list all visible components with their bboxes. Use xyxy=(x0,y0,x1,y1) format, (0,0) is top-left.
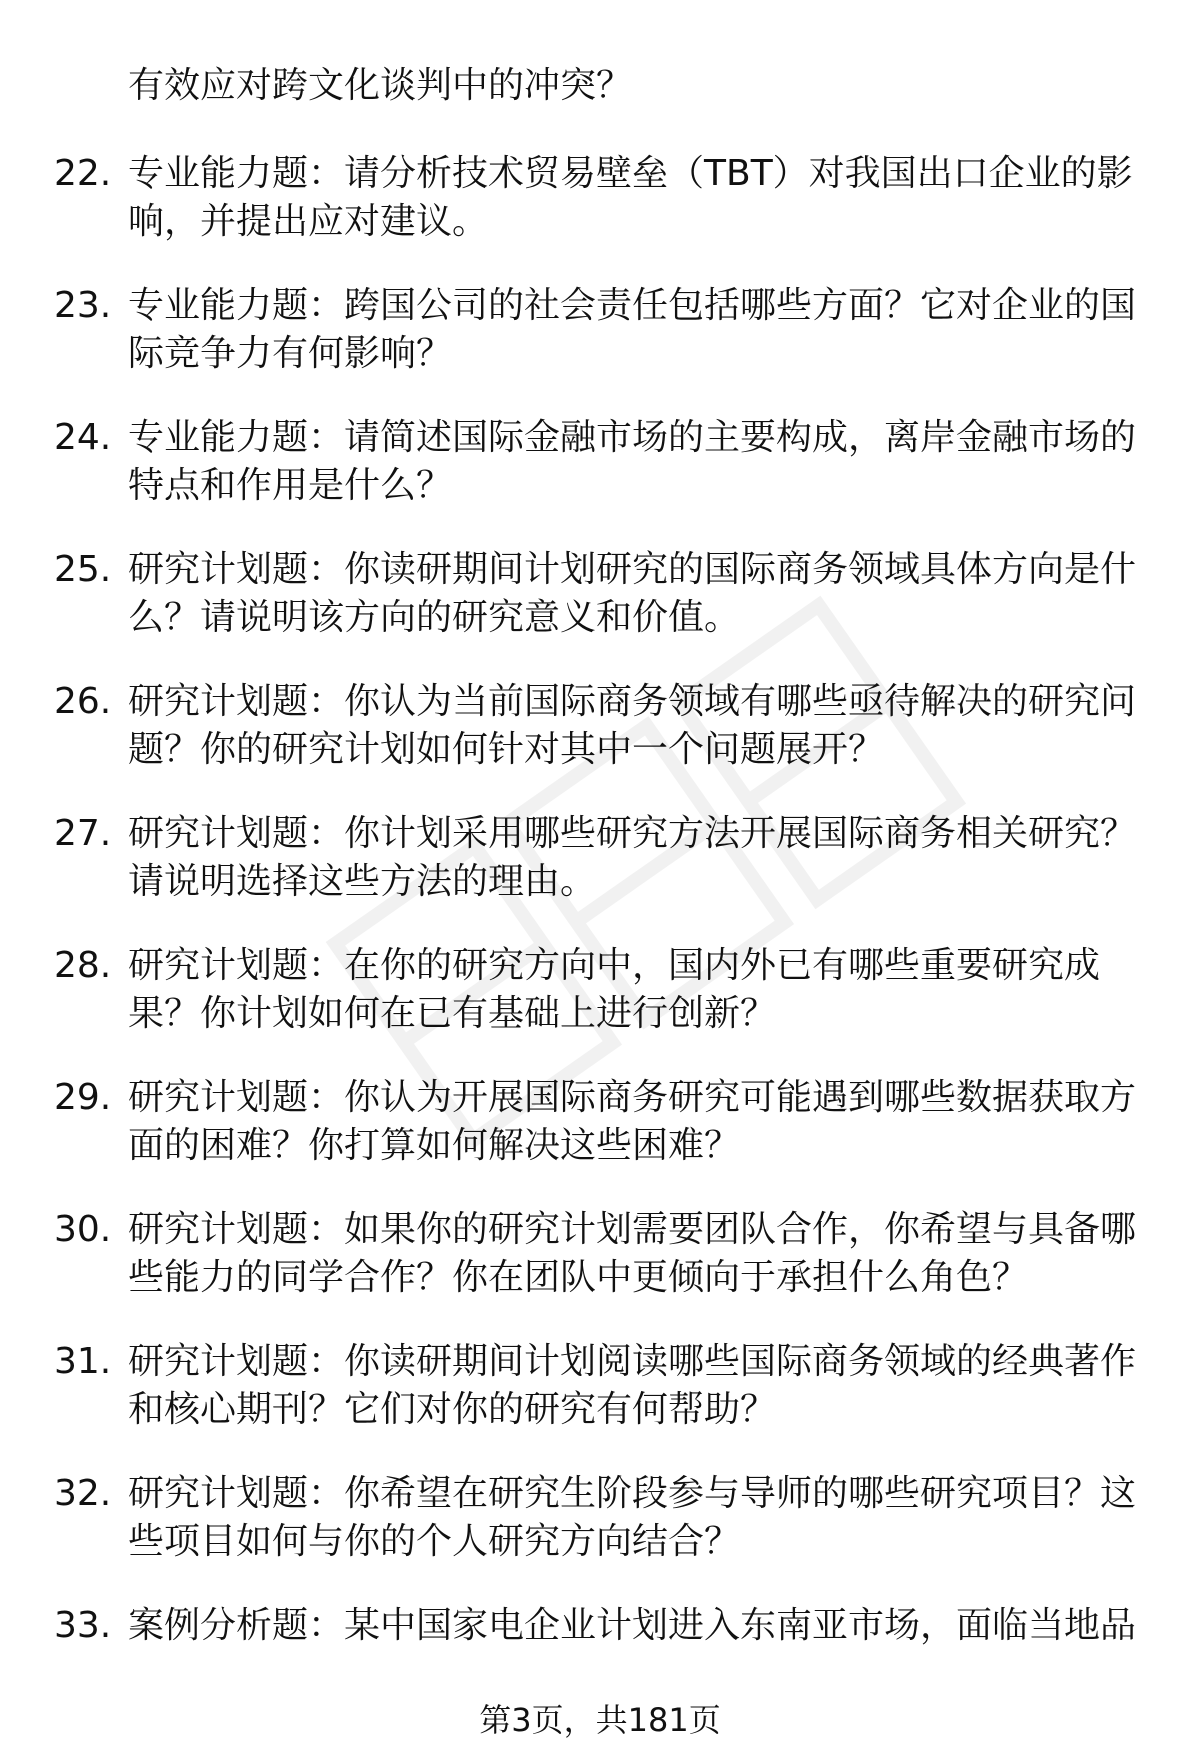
question-text: 研究计划题：你认为开展国际商务研究可能遇到哪些数据获取方面的困难？你打算如何解决这些困难？ xyxy=(128,1077,1137,1166)
question-number: 23. xyxy=(54,285,112,326)
question-number: 29. xyxy=(54,1077,112,1118)
continuation-text: 有效应对跨文化谈判中的冲突？ xyxy=(128,65,633,106)
question-text: 研究计划题：你读研期间计划研究的国际商务领域具体方向是什么？请说明该方向的研究意义和价值。 xyxy=(128,549,1137,638)
question-text: 专业能力题：请简述国际金融市场的主要构成，离岸金融市场的特点和作用是什么？ xyxy=(128,417,1137,506)
question-number: 30. xyxy=(54,1209,112,1250)
question-text: 研究计划题：在你的研究方向中，国内外已有哪些重要研究成果？你计划如何在已有基础上进行创新？ xyxy=(128,945,1101,1034)
question-text: 研究计划题：如果你的研究计划需要团队合作，你希望与具备哪些能力的同学合作？你在团队中更倾向于承担什么角色？ xyxy=(128,1209,1137,1298)
question-number: 32. xyxy=(54,1473,112,1514)
question-text: 专业能力题：跨国公司的社会责任包括哪些方面？它对企业的国际竞争力有何影响？ xyxy=(128,285,1137,374)
question-number: 31. xyxy=(54,1341,112,1382)
question-text: 案例分析题：某中国家电企业计划进入东南亚市场，面临当地品 xyxy=(128,1605,1137,1646)
question-item xyxy=(0,678,1200,810)
question-text: 研究计划题：你计划采用哪些研究方法开展国际商务相关研究？请说明选择这些方法的理由。 xyxy=(128,813,1137,902)
question-item xyxy=(0,282,1200,414)
question-item xyxy=(0,1338,1200,1470)
question-text: 研究计划题：你读研期间计划阅读哪些国际商务领域的经典著作和核心期刊？它们对你的研究有何帮助？ xyxy=(128,1341,1137,1430)
question-item xyxy=(0,810,1200,942)
question-text: 研究计划题：你认为当前国际商务领域有哪些亟待解决的研究问题？你的研究计划如何针对其中一个问题展开？ xyxy=(128,681,1137,770)
question-item xyxy=(0,150,1200,282)
question-number: 26. xyxy=(54,681,112,722)
question-number: 28. xyxy=(54,945,112,986)
question-number: 33. xyxy=(54,1605,112,1646)
question-item xyxy=(0,942,1200,1074)
question-number: 27. xyxy=(54,813,112,854)
question-list xyxy=(0,150,1200,1734)
question-number: 25. xyxy=(54,549,112,590)
question-item xyxy=(0,1470,1200,1602)
question-text: 研究计划题：你希望在研究生阶段参与导师的哪些研究项目？这些项目如何与你的个人研究方向结合？ xyxy=(128,1473,1137,1562)
question-number: 22. xyxy=(54,153,112,194)
question-item xyxy=(0,414,1200,546)
question-number: 24. xyxy=(54,417,112,458)
question-item xyxy=(0,546,1200,678)
page-footer: 第3页，共181页 xyxy=(479,1701,721,1739)
question-item xyxy=(0,1074,1200,1206)
question-text: 专业能力题：请分析技术贸易壁垒（TBT）对我国出口企业的影响，并提出应对建议。 xyxy=(128,153,1133,242)
question-item xyxy=(0,1206,1200,1338)
